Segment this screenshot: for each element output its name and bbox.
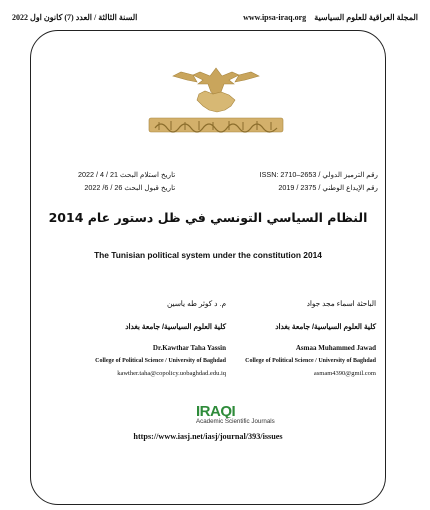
author-college-en: College of Political Science / University of Baghdad — [95, 358, 226, 364]
logo-mark: IRAQI — [196, 403, 236, 418]
iraqi-journals-logo — [196, 402, 336, 428]
journal-name — [243, 13, 418, 22]
logo-subtitle: Academic Scientific Journals — [196, 418, 275, 425]
author-name-ar: الباحثة اسماء مجد جواد — [306, 299, 376, 308]
journal-header — [12, 10, 418, 24]
author-name-en: Dr.Kawthar Taha Yassin — [152, 344, 226, 352]
deposit-line: رقم الإيداع الوطني / 2375 / 2019 — [278, 183, 378, 192]
journal-emblem-icon — [141, 62, 291, 140]
author-college-ar: كلية العلوم السياسية/ جامعة بغداد — [275, 322, 376, 331]
author-college-ar: كلية العلوم السياسية/ جامعة بغداد — [125, 322, 226, 331]
accepted-date: تاريخ قبول البحث 26 / 6/ 2022 — [84, 183, 176, 192]
issues-link[interactable]: https://www.iasj.net/iasj/journal/393/issues — [133, 432, 283, 441]
issue-info: السنة الثالثة / العدد (7) كانون اول 2022 — [12, 12, 138, 22]
publication-meta — [260, 168, 378, 194]
iraqi-logo-icon — [196, 402, 238, 418]
author-email[interactable]: kawther.taha@copolicy.uobaghdad.edu.iq — [117, 370, 226, 377]
author-college-en: College of Political Science / University of Baghdad — [245, 358, 376, 364]
author-email[interactable]: asmam4390@gmil.com — [313, 370, 376, 377]
journal-website[interactable]: www.ipsa-iraq.org — [243, 12, 307, 22]
issn-line: رقم الترميز الدولي / 2653–2710 :ISSN — [259, 170, 378, 179]
journal-title-ar: المجلة العراقية للعلوم السياسية — [314, 12, 418, 22]
review-dates — [78, 168, 175, 194]
paper-title-en: The Tunisian political system under the constitution 2014 — [94, 250, 322, 260]
author-name-ar: م. د كوثر طه ياسين — [166, 299, 226, 308]
received-date: تاريخ استلام البحث 21 / 4 / 2022 — [78, 170, 176, 179]
author-name-en: Asmaa Muhammed Jawad — [295, 344, 376, 352]
paper-title-ar: النظام السياسي التونسي في ظل دستور عام 2014 — [48, 210, 368, 225]
